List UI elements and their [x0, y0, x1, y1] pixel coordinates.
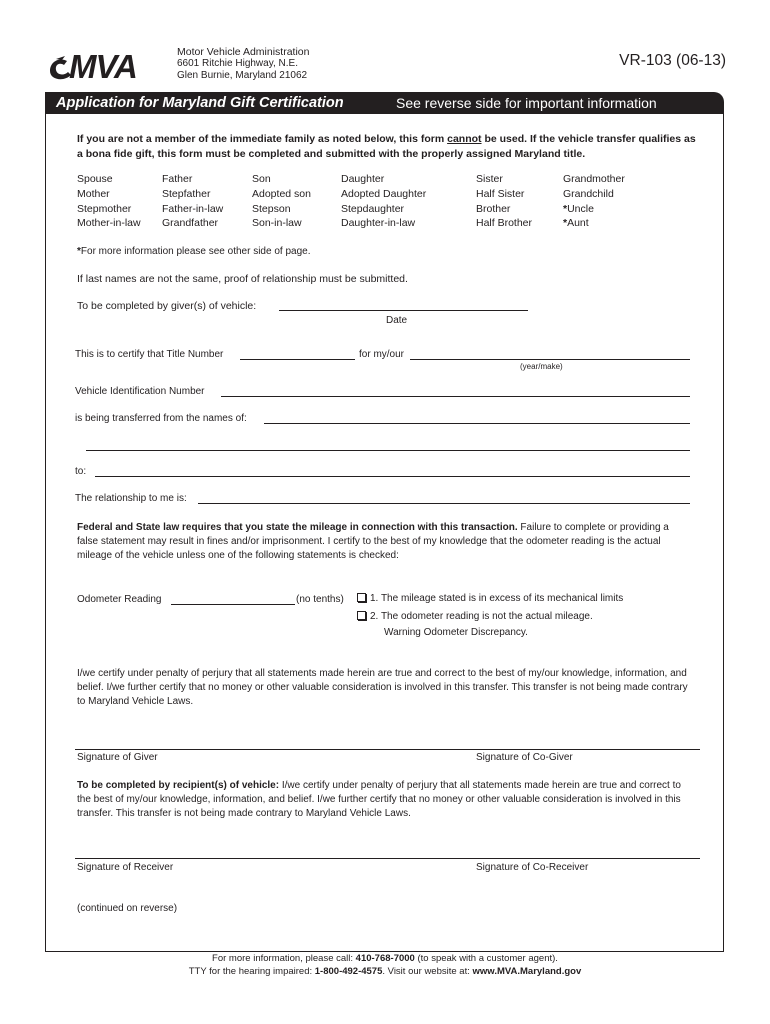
- vin-field[interactable]: [221, 383, 690, 397]
- mileage-statement: [77, 521, 692, 563]
- relationship-item: Stepdaughter: [341, 202, 405, 215]
- intro-emphasis: cannot: [447, 133, 482, 145]
- giver-signature-line[interactable]: [75, 749, 700, 750]
- transferred-from-field[interactable]: [264, 410, 690, 424]
- relationship-item: Stepfather: [162, 187, 211, 200]
- relationship-item: Adopted Daughter: [341, 187, 427, 200]
- relationship-label: The relationship to me is:: [75, 493, 187, 504]
- no-tenths-label: (no tenths): [296, 594, 344, 605]
- relationship-item: Grandfather: [162, 217, 219, 230]
- continued-note: (continued on reverse): [77, 903, 178, 914]
- co-giver-signature-label: Signature of Co-Giver: [476, 752, 573, 763]
- certify-title-label: This is to certify that Title Number: [75, 349, 224, 360]
- relationship-item: Aunt: [567, 217, 589, 230]
- relationship-item: Grandchild: [563, 187, 614, 200]
- asterisk-mark: *: [563, 202, 568, 215]
- relationship-item: Son-in-law: [252, 217, 302, 230]
- giver-signature-label: Signature of Giver: [77, 752, 158, 763]
- form-number: VR-103 (06-13): [619, 52, 726, 69]
- relationship-column-4: [341, 172, 426, 231]
- transferred-from-field-line2[interactable]: [86, 437, 690, 451]
- option-2-checkbox[interactable]: [357, 611, 366, 620]
- footer-website-link[interactable]: www.MVA.Maryland.gov: [472, 965, 582, 977]
- footer-call-suffix: (to speak with a customer agent).: [414, 953, 558, 964]
- relationship-item: Half Sister: [476, 187, 525, 200]
- relationship-item: Adopted son: [252, 187, 311, 200]
- footer-phone: 410-768-7000: [355, 953, 415, 964]
- odometer-option-1[interactable]: [357, 593, 623, 605]
- odometer-warning: Warning Odometer Discrepancy.: [384, 627, 528, 638]
- relationship-column-3: [252, 172, 311, 231]
- logo-text: MVA: [69, 48, 137, 83]
- co-receiver-signature-label: Signature of Co-Receiver: [476, 862, 589, 873]
- relationship-item: Daughter: [341, 173, 385, 185]
- intro-part1: If you are not a member of the immediate family as noted below, this form: [77, 133, 448, 145]
- odometer-option-2[interactable]: [357, 611, 593, 623]
- title-banner: [45, 92, 724, 114]
- relationship-item: Sister: [476, 173, 503, 185]
- relationship-column-1: [77, 172, 141, 231]
- agency-name: Motor Vehicle Administration: [177, 46, 310, 58]
- intro-part2: be used. If the vehicle transfer qualifies as a bona fide gift, this form must be completed and submitted with the properly assigned Maryland title.: [77, 133, 696, 160]
- footer-line-2: [0, 966, 770, 979]
- asterisk-note-text: For more information please see other side of page.: [80, 246, 311, 257]
- title-number-field[interactable]: [240, 346, 355, 360]
- footer: [0, 953, 770, 978]
- recipient-section-label: To be completed by recipient(s) of vehicle:: [77, 780, 280, 791]
- asterisk-note: [77, 246, 310, 258]
- footer-call-prefix: For more information, please call:: [212, 953, 356, 964]
- relationship-item: Son: [252, 173, 271, 185]
- agency-info: [177, 46, 377, 82]
- vin-label: Vehicle Identification Number: [75, 386, 205, 397]
- mileage-rest-text: Failure to complete or providing a false statement may result in fines and/or imprisonment. I certify to the best of my knowledge that the odometer reading is the actual mileage of the vehicle unless one of the following statements is checked:: [77, 522, 669, 561]
- agency-address-line2: Glen Burnie, Maryland 21062: [177, 70, 308, 81]
- relationship-item: Father-in-law: [162, 202, 224, 215]
- perjury-statement: I/we certify under penalty of perjury that all statements made herein are true and correct to the best of my/our knowledge, information, and belief. I/we further certify that no money or other valuable consideration is involved in this transfer. This transfer is not being made contrary to Maryland Vehicle Laws.: [77, 668, 688, 707]
- relationship-item: Daughter-in-law: [341, 217, 416, 230]
- footer-tty-prefix: TTY for the hearing impaired:: [188, 965, 315, 977]
- relationship-item: Stepson: [252, 202, 291, 215]
- receiver-signature-line[interactable]: [75, 858, 700, 859]
- odometer-label: Odometer Reading: [77, 594, 162, 605]
- footer-web-prefix: . Visit our website at:: [382, 965, 473, 977]
- option-1-label: 1. The mileage stated is in excess of its mechanical limits: [370, 593, 624, 604]
- year-make-caption: (year/make): [520, 362, 563, 371]
- receiver-signature-label: Signature of Receiver: [77, 862, 174, 873]
- asterisk-mark: *: [77, 246, 81, 257]
- to-field[interactable]: [95, 463, 690, 477]
- date-caption: Date: [386, 315, 408, 326]
- form-title: Application for Maryland Gift Certification: [56, 95, 344, 111]
- mileage-bold-text: Federal and State law requires that you state the mileage in connection with this transaction.: [77, 522, 518, 533]
- giver-date-field[interactable]: [279, 297, 528, 311]
- agency-address-line1: 6601 Ritchie Highway, N.E.: [177, 58, 298, 69]
- relationship-item: Spouse: [77, 173, 113, 185]
- to-label: to:: [75, 466, 87, 477]
- recipient-statement: [77, 779, 692, 821]
- for-my-our-label: for my/our: [359, 349, 405, 360]
- mva-logo-mark: [47, 47, 175, 83]
- relationship-item: Mother: [77, 187, 110, 200]
- giver-section-label: To be completed by giver(s) of vehicle:: [77, 300, 257, 312]
- intro-text: [77, 132, 697, 161]
- relationship-item: Brother: [476, 202, 511, 215]
- odometer-reading-field[interactable]: [171, 591, 295, 605]
- relationship-item: Half Brother: [476, 217, 533, 230]
- asterisk-mark: *: [563, 217, 568, 230]
- footer-line-1: [0, 953, 770, 966]
- relationship-column-5: [476, 172, 532, 231]
- relationship-item: Uncle: [567, 202, 594, 215]
- footer-tty-phone: 1-800-492-4575: [314, 965, 383, 977]
- option-1-checkbox[interactable]: [357, 593, 366, 602]
- form-subtitle: See reverse side for important information: [396, 95, 657, 111]
- relationship-field[interactable]: [198, 490, 690, 504]
- last-names-note: If last names are not the same, proof of relationship must be submitted.: [77, 273, 408, 285]
- mva-logo: [47, 47, 175, 83]
- relationship-item: Stepmother: [77, 202, 132, 215]
- transferred-from-label: is being transferred from the names of:: [75, 413, 247, 424]
- relationship-item: Grandmother: [563, 173, 625, 185]
- recipient-statement-text: I/we certify under penalty of perjury that all statements made herein are true and correct to the best of my/our knowledge, information, and belief. I/we further certify that no money or other valuable consideration is involved in this transfer. This transfer is not being made contrary to Maryland Vehicle Laws.: [77, 780, 681, 819]
- option-2-label: 2. The odometer reading is not the actual mileage.: [370, 611, 593, 622]
- relationship-item: Father: [162, 173, 193, 185]
- year-make-field[interactable]: [410, 346, 690, 360]
- relationship-item: Mother-in-law: [77, 217, 141, 230]
- relationship-column-2: [162, 172, 223, 231]
- relationship-column-6: [563, 172, 625, 231]
